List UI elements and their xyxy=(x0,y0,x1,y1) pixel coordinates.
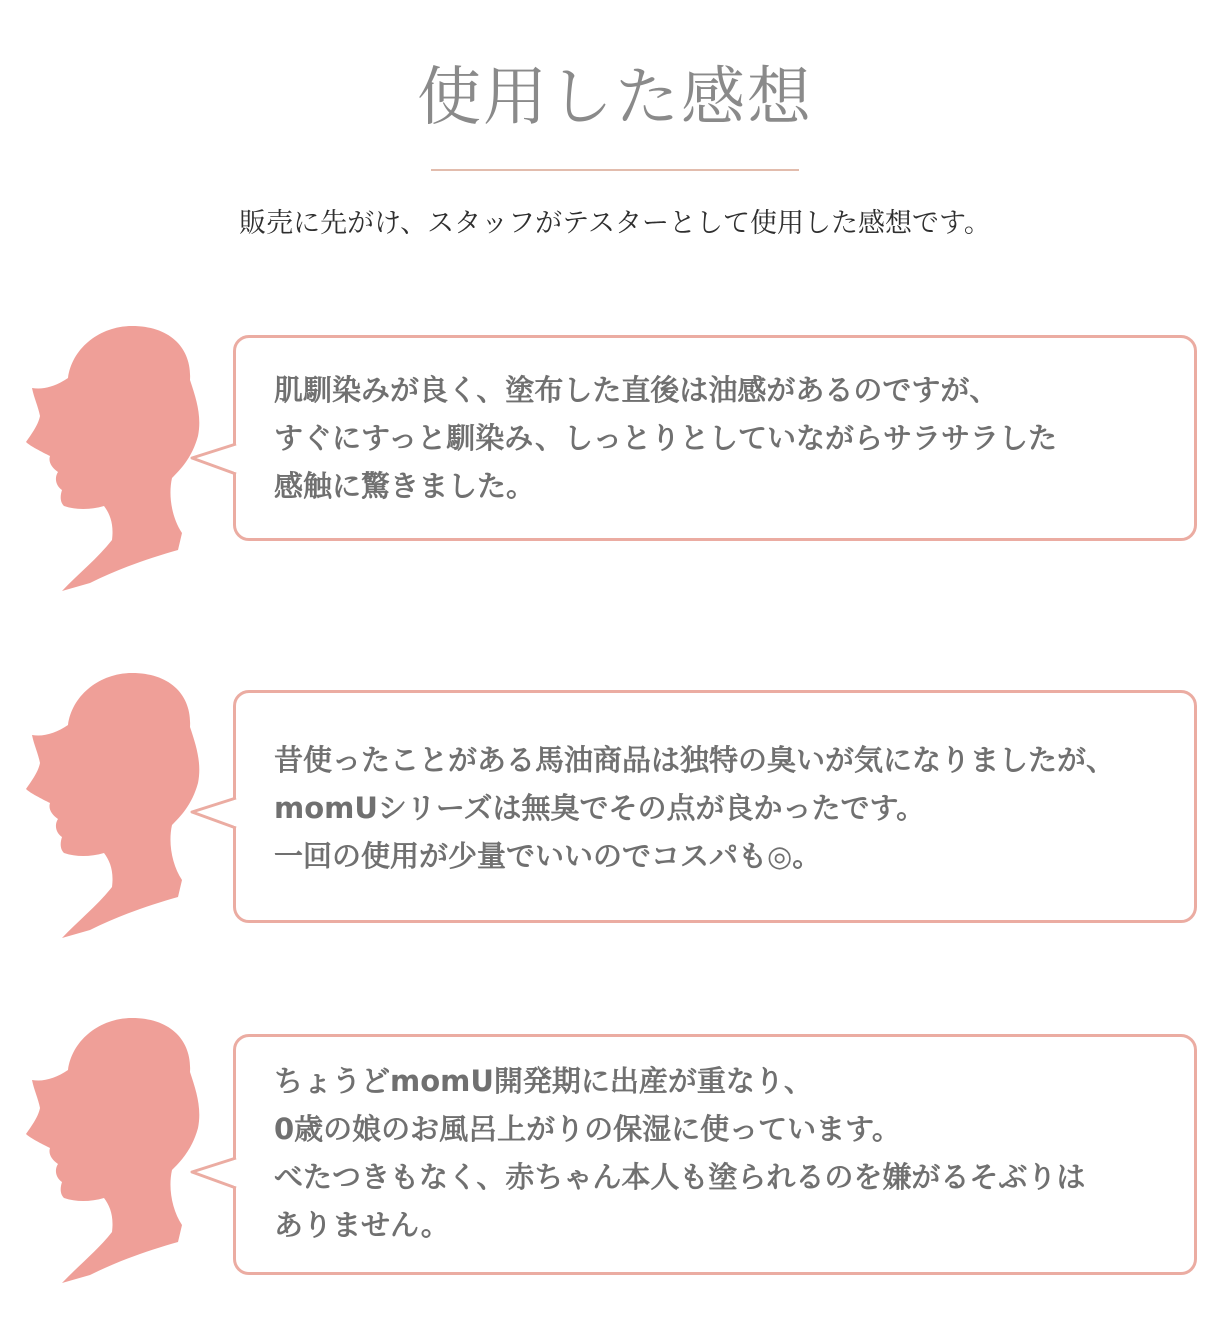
review-line: ありません。 xyxy=(274,1208,450,1242)
review-line: 肌馴染みが良く、塗布した直後は油感があるのですが、 xyxy=(274,373,999,407)
woman-silhouette-icon xyxy=(20,318,210,593)
review-line: momUシリーズは無臭でその点が良かったです。 xyxy=(274,791,926,825)
review-bubble xyxy=(233,335,1197,541)
woman-silhouette-icon xyxy=(20,1010,210,1285)
page-subtitle: 販売に先がけ、スタッフがテスターとして使用した感想です。 xyxy=(239,208,991,239)
woman-silhouette-icon xyxy=(20,665,210,940)
review-bubble xyxy=(233,1034,1197,1275)
review-line: すぐにすっと馴染み、しっとりとしていながらサラサラした xyxy=(274,421,1058,455)
review-text xyxy=(274,736,1174,880)
review-line: ちょうどmomU開発期に出産が重なり、 xyxy=(274,1064,813,1098)
bubble-tail xyxy=(190,1156,240,1190)
review-line: 一回の使用が少量でいいのでコスパも◎。 xyxy=(274,839,822,873)
review-item-2 xyxy=(0,665,1230,945)
review-item-1 xyxy=(0,318,1230,598)
review-line: 0歳の娘のお風呂上がりの保湿に使っています。 xyxy=(274,1112,901,1146)
review-line: 感触に驚きました。 xyxy=(274,469,536,503)
bubble-tail xyxy=(190,442,240,476)
review-bubble xyxy=(233,690,1197,923)
review-text xyxy=(274,366,1174,510)
page-title: 使用した感想 xyxy=(417,61,813,135)
review-line: べたつきもなく、赤ちゃん本人も塗られるのを嫌がるそぶりは xyxy=(274,1160,1086,1194)
title-divider xyxy=(431,169,799,171)
bubble-tail xyxy=(190,796,240,830)
review-text xyxy=(274,1057,1174,1249)
review-line: 昔使ったことがある馬油商品は独特の臭いが気になりましたが、 xyxy=(274,743,1116,777)
review-item-3 xyxy=(0,1010,1230,1295)
